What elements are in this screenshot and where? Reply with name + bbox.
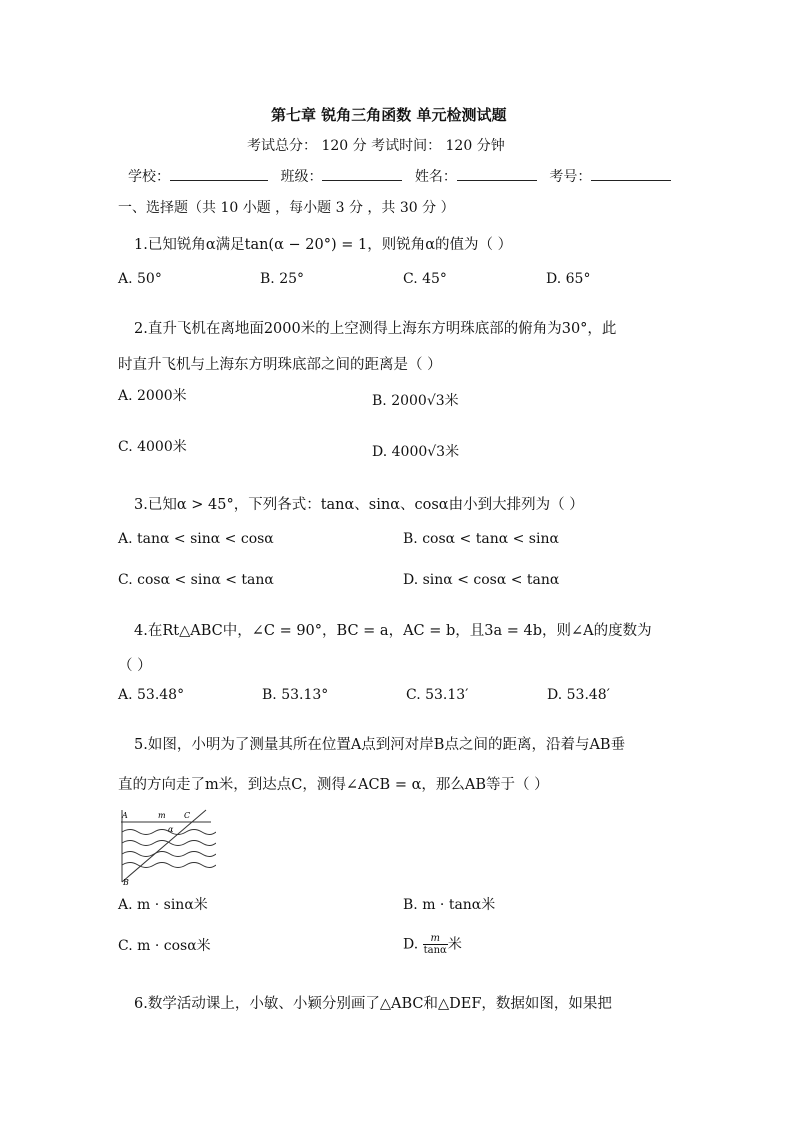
question-2-stem-line1: 2.直升飞机在离地面2000米的上空测得上海东方明珠底部的俯角为30°，此 <box>134 321 617 337</box>
q3-option-c: C. cosα < sinα < tanα <box>118 572 274 588</box>
q2-option-c: C. 4000米 <box>118 439 187 455</box>
question-3-stem: 3.已知α > 45°，下列各式：tanα、sinα、cosα由小到大排列为（ ） <box>134 497 584 513</box>
section-heading: 一、选择题（共 10 小题 ，每小题 3 分 ，共 30 分 ） <box>118 200 455 216</box>
question-1-stem: 1.已知锐角α满足tan(α − 20°) = 1，则锐角α的值为（ ） <box>134 237 513 253</box>
q5-option-d <box>403 933 462 956</box>
question-5-stem-line2: 直的方向走了m米，到达点C，测得∠ACB = α，那么AB等于（ ） <box>118 777 549 793</box>
q2-option-b: B. 2000√3米 <box>372 393 459 409</box>
field-name-label: 姓名： <box>414 169 457 185</box>
exam-info: 考试总分： 120 分 考试时间： 120 分钟 <box>247 138 505 154</box>
q4-option-c: C. 53.13′ <box>406 687 469 703</box>
field-school-blank[interactable] <box>170 166 268 181</box>
field-school-label: 学校： <box>128 169 170 185</box>
q1-option-b: B. 25° <box>260 271 305 287</box>
q5-option-d-suffix: 米 <box>447 936 462 953</box>
question-5-stem-line1: 5.如图，小明为了测量其所在位置A点到河对岸B点之间的距离，沿着与AB垂 <box>134 737 626 753</box>
q1-option-a: A. 50° <box>118 271 162 287</box>
label-a: A <box>122 811 128 820</box>
q5-option-a: A. m · sinα米 <box>118 897 208 913</box>
label-b: B <box>123 878 129 886</box>
label-c: C <box>184 811 191 820</box>
question-2-stem-line2: 时直升飞机与上海东方明珠底部之间的距离是（ ） <box>118 357 442 373</box>
field-class-label: 班级： <box>280 169 323 185</box>
q4-option-b: B. 53.13° <box>262 687 329 703</box>
question-6-stem: 6.数学活动课上，小敏、小颖分别画了△ABC和△DEF，数据如图，如果把 <box>134 996 612 1012</box>
q5-option-d-fraction <box>423 933 448 956</box>
question-4-stem-line1: 4.在Rt△ABC中，∠C = 90°，BC = a，AC = b，且3a = 4b，则∠A的度数为 <box>134 623 652 639</box>
line-bc <box>122 810 206 882</box>
page-title: 第七章 锐角三角函数 单元检测试题 <box>271 106 507 124</box>
q2-option-d: D. 4000√3米 <box>372 444 460 460</box>
label-m: m <box>158 811 166 820</box>
q3-option-a: A. tanα < sinα < cosα <box>118 531 274 547</box>
field-id-blank[interactable] <box>591 166 671 181</box>
field-name-blank[interactable] <box>457 166 537 181</box>
q3-option-d: D. sinα < cosα < tanα <box>403 572 560 588</box>
river-diagram <box>116 806 216 886</box>
q1-option-c: C. 45° <box>403 271 447 287</box>
q2-option-a: A. 2000米 <box>118 388 187 404</box>
wave-line-3 <box>122 852 216 857</box>
info-fields <box>128 166 671 186</box>
q5-option-d-prefix: D. <box>403 936 423 953</box>
q3-option-b: B. cosα < tanα < sinα <box>403 531 559 547</box>
field-id-label: 考号： <box>549 169 592 185</box>
q4-option-a: A. 53.48° <box>118 687 185 703</box>
question-4-stem-line2: （ ） <box>118 658 152 674</box>
q5-option-d-denominator: tanα <box>423 945 447 956</box>
q5-option-b: B. m · tanα米 <box>403 897 496 913</box>
field-class-blank[interactable] <box>322 166 402 181</box>
wave-line-4 <box>122 863 216 868</box>
q5-option-c: C. m · cosα米 <box>118 938 211 954</box>
q5-option-d-numerator: m <box>423 933 448 945</box>
q1-option-d: D. 65° <box>546 271 591 287</box>
label-alpha: α <box>168 825 174 834</box>
q4-option-d: D. 53.48′ <box>547 687 610 703</box>
